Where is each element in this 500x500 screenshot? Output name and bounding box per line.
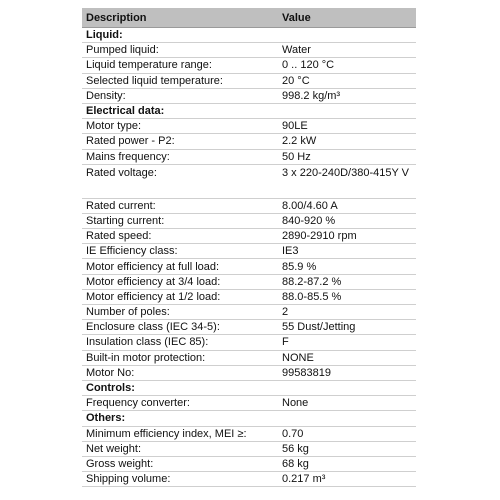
row-value: NONE	[282, 351, 314, 364]
row-value: 56 kg	[282, 442, 309, 455]
row-value: Water	[282, 44, 311, 57]
row-label: Net weight:	[86, 442, 142, 455]
table-row	[82, 244, 416, 259]
row-label: Built-in motor protection:	[86, 351, 206, 364]
row-value: 85.9 %	[282, 260, 317, 273]
table-row	[82, 259, 416, 274]
table-row	[82, 58, 416, 73]
row-label: Motor type:	[86, 120, 142, 133]
section-label: Controls:	[86, 382, 135, 395]
row-label: Frequency converter:	[86, 397, 190, 410]
table-row	[82, 214, 416, 229]
section-heading	[82, 411, 416, 426]
row-value: 20 °C	[282, 74, 310, 87]
table-row	[82, 43, 416, 58]
table-row	[82, 472, 416, 487]
row-value: 0 .. 120 °C	[282, 59, 335, 72]
table-row	[82, 335, 416, 350]
row-value: 840-920 %	[282, 214, 336, 227]
row-value: 88.2-87.2 %	[282, 275, 342, 288]
table-row	[82, 74, 416, 89]
row-label: Starting current:	[86, 214, 165, 227]
table-row	[82, 290, 416, 305]
row-label: Rated voltage:	[86, 166, 157, 179]
row-label: Minimum efficiency index, MEI ≥:	[86, 427, 247, 440]
table-row	[82, 275, 416, 290]
section-heading	[82, 104, 416, 119]
table-row	[82, 457, 416, 472]
section-label: Electrical data:	[86, 105, 165, 118]
section-heading	[82, 28, 416, 43]
row-label: Mains frequency:	[86, 150, 170, 163]
table-header	[82, 8, 416, 28]
row-label: Gross weight:	[86, 457, 154, 470]
row-value: 88.0-85.5 %	[282, 290, 342, 303]
header-description: Description	[86, 11, 147, 24]
section-label: Others:	[86, 412, 126, 425]
row-label: Number of poles:	[86, 306, 170, 319]
row-value: 50 Hz	[282, 150, 311, 163]
section-heading	[82, 381, 416, 396]
row-value: None	[282, 397, 309, 410]
table-row	[82, 199, 416, 214]
row-label: Pumped liquid:	[86, 44, 159, 57]
table-row	[82, 305, 416, 320]
row-value: 2.2 kW	[282, 135, 317, 148]
row-label: Rated power - P2:	[86, 135, 175, 148]
header-value: Value	[282, 11, 311, 24]
row-label: Rated speed:	[86, 230, 152, 243]
row-label: Motor efficiency at 1/2 load:	[86, 290, 221, 303]
table-body	[82, 28, 416, 487]
table-row	[82, 427, 416, 442]
table-row	[82, 229, 416, 244]
row-label: Enclosure class (IEC 34-5):	[86, 321, 220, 334]
table-row	[82, 351, 416, 366]
table-row	[82, 165, 416, 199]
row-label: Motor efficiency at 3/4 load:	[86, 275, 221, 288]
row-value: 2890-2910 rpm	[282, 230, 357, 243]
table-row	[82, 366, 416, 381]
row-label: Liquid temperature range:	[86, 59, 212, 72]
row-value: 68 kg	[282, 457, 309, 470]
row-label: Insulation class (IEC 85):	[86, 336, 209, 349]
table-row	[82, 396, 416, 411]
row-value: 0.217 m³	[282, 473, 326, 486]
row-value: 99583819	[282, 366, 331, 379]
row-value: 8.00/4.60 A	[282, 199, 338, 212]
row-label: Selected liquid temperature:	[86, 74, 223, 87]
table-row	[82, 442, 416, 457]
row-value: IE3	[282, 245, 299, 258]
row-label: Shipping volume:	[86, 473, 171, 486]
row-value: F	[282, 336, 289, 349]
table-row	[82, 150, 416, 165]
row-label: Density:	[86, 89, 126, 102]
row-value: 0.70	[282, 427, 304, 440]
row-label: IE Efficiency class:	[86, 245, 178, 258]
pump-data-sheet	[82, 8, 416, 487]
table-row	[82, 134, 416, 149]
row-label: Motor efficiency at full load:	[86, 260, 220, 273]
row-value: 90LE	[282, 120, 308, 133]
row-label: Rated current:	[86, 199, 156, 212]
row-value: 2	[282, 306, 289, 319]
table-row	[82, 89, 416, 104]
row-value: 3 x 220-240D/380-415Y V	[282, 166, 409, 179]
table-row	[82, 119, 416, 134]
row-value: 998.2 kg/m³	[282, 89, 341, 102]
table-row	[82, 320, 416, 335]
row-label: Motor No:	[86, 366, 135, 379]
row-value: 55 Dust/Jetting	[282, 321, 356, 334]
section-label: Liquid:	[86, 29, 123, 42]
